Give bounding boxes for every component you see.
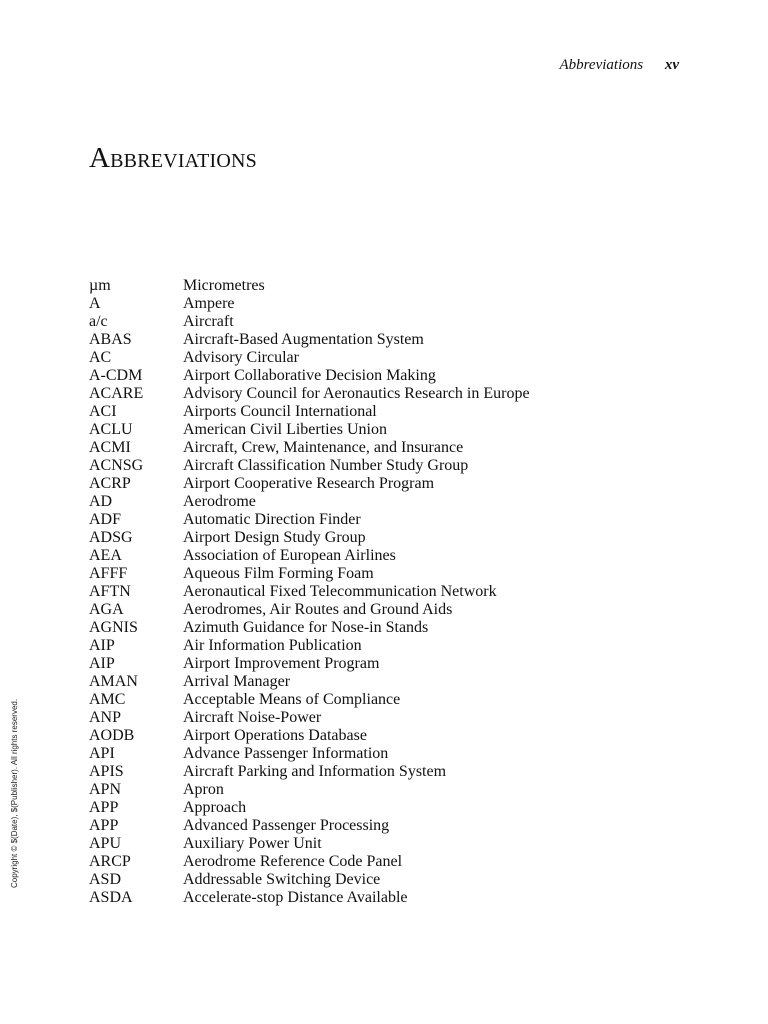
- abbreviation-definition: Aerodromes, Air Routes and Ground Aids: [183, 601, 453, 618]
- abbreviation-term: AC: [89, 349, 112, 366]
- abbreviation-term: µm: [89, 277, 111, 294]
- abbreviation-definition: Airport Collaborative Decision Making: [183, 367, 436, 384]
- abbreviation-term: AODB: [89, 727, 135, 744]
- abbreviation-definition: Air Information Publication: [183, 637, 362, 654]
- abbreviation-row: [89, 277, 689, 295]
- abbreviation-definition: Aircraft: [183, 313, 234, 330]
- abbreviation-row: [89, 637, 689, 655]
- abbreviation-row: [89, 709, 689, 727]
- chapter-title: Abbreviations: [89, 142, 257, 174]
- abbreviation-definition: Aqueous Film Forming Foam: [183, 565, 374, 582]
- abbreviation-term: AMAN: [89, 673, 138, 690]
- abbreviation-definition: Aircraft Classification Number Study Group: [183, 457, 469, 474]
- abbreviation-definition: Aircraft, Crew, Maintenance, and Insurance: [183, 439, 464, 456]
- abbreviation-term: AD: [89, 493, 113, 510]
- abbreviation-definition: Aircraft Noise-Power: [183, 709, 322, 726]
- abbreviation-row: [89, 385, 689, 403]
- abbreviation-row: [89, 889, 689, 907]
- abbreviation-term: AMC: [89, 691, 126, 708]
- abbreviation-term: a/c: [89, 313, 108, 330]
- abbreviation-term: AGA: [89, 601, 124, 618]
- page-number: xv: [664, 57, 679, 73]
- abbreviation-term: ACNSG: [89, 457, 144, 474]
- abbreviation-term: AIP: [89, 655, 115, 672]
- abbreviation-definition: Micrometres: [183, 277, 265, 294]
- abbreviation-row: [89, 619, 689, 637]
- abbreviation-term: ACMI: [89, 439, 131, 456]
- abbreviation-term: AFTN: [89, 583, 131, 600]
- abbreviation-row: [89, 547, 689, 565]
- abbreviation-row: [89, 781, 689, 799]
- running-head-section: Abbreviations: [559, 57, 644, 73]
- abbreviation-definition: Airport Improvement Program: [183, 655, 380, 672]
- abbreviation-row: [89, 835, 689, 853]
- abbreviation-row: [89, 799, 689, 817]
- abbreviation-term: ACRP: [89, 475, 131, 492]
- abbreviation-row: [89, 403, 689, 421]
- abbreviation-row: [89, 583, 689, 601]
- abbreviation-row: [89, 565, 689, 583]
- abbreviation-term: ANP: [89, 709, 122, 726]
- abbreviation-row: [89, 331, 689, 349]
- abbreviation-row: [89, 475, 689, 493]
- abbreviation-term: ACI: [89, 403, 117, 420]
- abbreviation-term: AGNIS: [89, 619, 138, 636]
- abbreviation-term: ARCP: [89, 853, 131, 870]
- abbreviation-row: [89, 367, 689, 385]
- abbreviation-row: [89, 763, 689, 781]
- abbreviation-term: AFFF: [89, 565, 128, 582]
- copyright-notice: Copyright © $(Date), $(Publisher). All rights reserved.: [10, 698, 19, 888]
- abbreviation-row: [89, 691, 689, 709]
- abbreviation-term: ABAS: [89, 331, 132, 348]
- abbreviation-term: APU: [89, 835, 122, 852]
- abbreviation-row: [89, 655, 689, 673]
- abbreviation-definition: Advanced Passenger Processing: [183, 817, 390, 834]
- abbreviation-term: APIS: [89, 763, 124, 780]
- abbreviation-definition: Advisory Circular: [183, 349, 299, 366]
- abbreviation-definition: Acceptable Means of Compliance: [183, 691, 401, 708]
- abbreviation-term: API: [89, 745, 115, 762]
- abbreviation-term: ACARE: [89, 385, 144, 402]
- abbreviation-definition: Association of European Airlines: [183, 547, 396, 564]
- abbreviation-term: ASDA: [89, 889, 133, 906]
- abbreviation-definition: Accelerate-stop Distance Available: [183, 889, 408, 906]
- abbreviation-definition: Approach: [183, 799, 247, 816]
- abbreviation-definition: Arrival Manager: [183, 673, 291, 690]
- abbreviation-term: AEA: [89, 547, 122, 564]
- abbreviation-definition: Aerodrome: [183, 493, 256, 510]
- abbreviation-term: APP: [89, 817, 119, 834]
- abbreviation-row: [89, 457, 689, 475]
- abbreviation-term: ASD: [89, 871, 122, 888]
- abbreviation-row: [89, 853, 689, 871]
- abbreviation-row: [89, 871, 689, 889]
- abbreviation-definition: Ampere: [183, 295, 235, 312]
- abbreviation-definition: Aircraft Parking and Information System: [183, 763, 447, 780]
- abbreviation-definition: Advance Passenger Information: [183, 745, 389, 762]
- abbreviation-definition: Addressable Switching Device: [183, 871, 381, 888]
- abbreviation-definition: Apron: [183, 781, 224, 798]
- abbreviation-row: [89, 817, 689, 835]
- abbreviation-definition: Airport Cooperative Research Program: [183, 475, 435, 492]
- abbreviation-term: AIP: [89, 637, 115, 654]
- abbreviation-definition: Azimuth Guidance for Nose-in Stands: [183, 619, 429, 636]
- abbreviation-definition: Airport Design Study Group: [183, 529, 366, 546]
- abbreviation-term: ACLU: [89, 421, 133, 438]
- running-head: [559, 56, 679, 74]
- abbreviation-definition: Advisory Council for Aeronautics Research in Europe: [183, 385, 530, 402]
- abbreviation-term: ADSG: [89, 529, 133, 546]
- abbreviation-definition: Aerodrome Reference Code Panel: [183, 853, 403, 870]
- abbreviation-row: [89, 493, 689, 511]
- abbreviation-term: ADF: [89, 511, 122, 528]
- abbreviation-term: A-CDM: [89, 367, 143, 384]
- abbreviation-term: APN: [89, 781, 122, 798]
- abbreviation-definition: Aeronautical Fixed Telecommunication Network: [183, 583, 497, 600]
- abbreviation-list: [89, 277, 689, 907]
- abbreviation-definition: Auxiliary Power Unit: [183, 835, 322, 852]
- abbreviation-row: [89, 745, 689, 763]
- abbreviation-row: [89, 673, 689, 691]
- abbreviation-term: A: [89, 295, 101, 312]
- abbreviation-row: [89, 313, 689, 331]
- abbreviation-definition: Automatic Direction Finder: [183, 511, 361, 528]
- abbreviation-row: [89, 439, 689, 457]
- abbreviation-row: [89, 727, 689, 745]
- abbreviation-definition: Airport Operations Database: [183, 727, 367, 744]
- abbreviation-definition: Aircraft-Based Augmentation System: [183, 331, 424, 348]
- abbreviation-row: [89, 295, 689, 313]
- abbreviation-row: [89, 511, 689, 529]
- abbreviation-term: APP: [89, 799, 119, 816]
- abbreviation-row: [89, 601, 689, 619]
- abbreviation-definition: Airports Council International: [183, 403, 377, 420]
- abbreviation-definition: American Civil Liberties Union: [183, 421, 387, 438]
- abbreviation-row: [89, 421, 689, 439]
- abbreviation-row: [89, 529, 689, 547]
- abbreviation-row: [89, 349, 689, 367]
